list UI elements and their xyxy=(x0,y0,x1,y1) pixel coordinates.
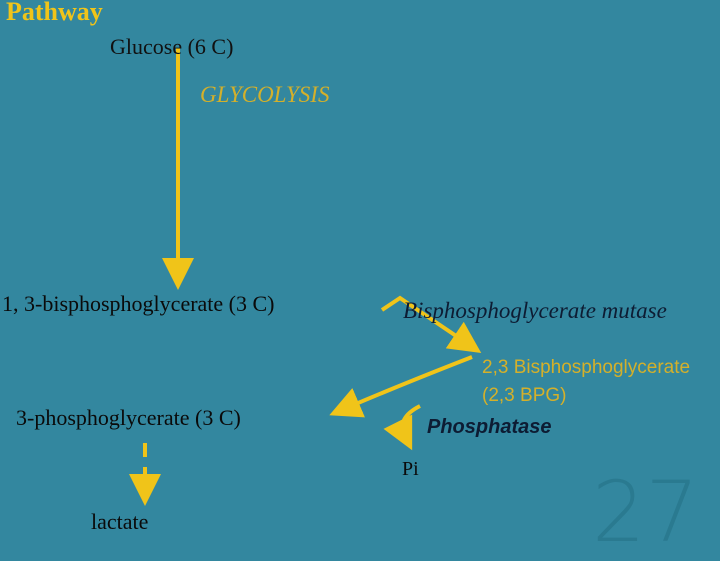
node-13-bisphosphoglycerate: 1, 3-bisphosphoglycerate (3 C) xyxy=(2,291,275,316)
node-glucose: Glucose (6 C) xyxy=(110,34,234,59)
node-23-bisphosphoglycerate: 2,3 Bisphosphoglycerate xyxy=(482,357,691,378)
enzyme-bisphosphoglycerate-mutase: Bisphosphoglycerate mutase xyxy=(403,298,667,323)
node-pi: Pi xyxy=(402,458,419,480)
node-3-phosphoglycerate: 3-phosphoglycerate (3 C) xyxy=(16,405,241,430)
node-lactate: lactate xyxy=(91,509,149,534)
label-glycolysis: GLYCOLYSIS xyxy=(200,82,330,107)
slide-title: Pathway xyxy=(6,0,103,26)
arrow-pi-release xyxy=(403,406,420,436)
arrow-bpg23-to-pg3 xyxy=(344,357,472,409)
enzyme-phosphatase: Phosphatase xyxy=(427,416,552,438)
node-23-bpg-abbreviation: (2,3 BPG) xyxy=(482,385,567,406)
slide-number: 27 xyxy=(592,463,699,561)
